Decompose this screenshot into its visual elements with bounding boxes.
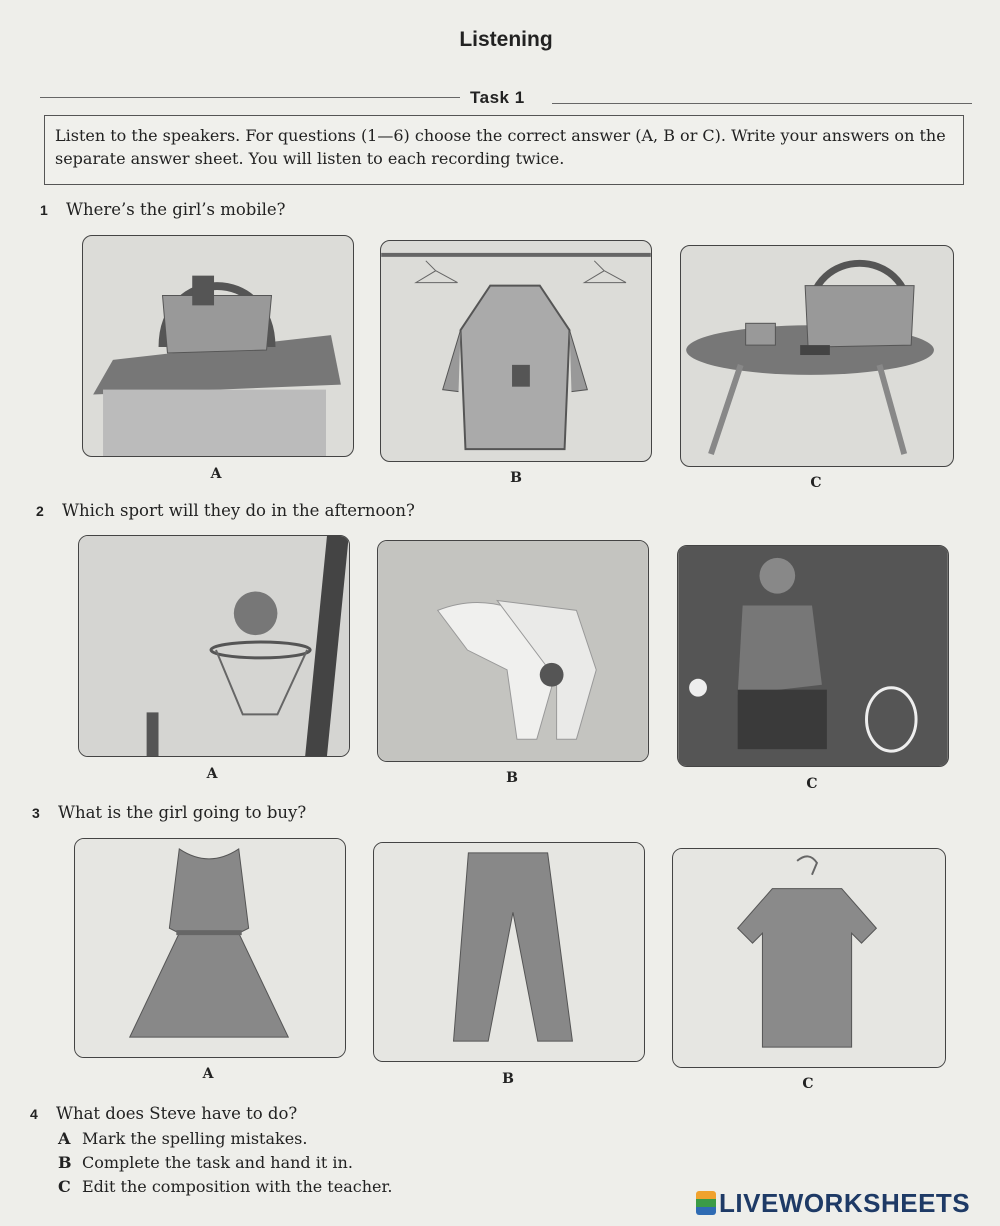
option-letter: A bbox=[58, 1129, 71, 1148]
option-letter: C bbox=[58, 1177, 71, 1196]
option-a[interactable] bbox=[58, 1129, 307, 1148]
option-label: C bbox=[810, 475, 822, 491]
option-label: B bbox=[502, 1071, 514, 1087]
divider-right bbox=[552, 103, 972, 104]
question-2 bbox=[36, 501, 415, 520]
question-3 bbox=[32, 803, 306, 822]
option-label: C bbox=[802, 1076, 814, 1092]
question-1 bbox=[40, 200, 286, 219]
logo-icon bbox=[696, 1191, 716, 1215]
question-text: What does Steve have to do? bbox=[56, 1104, 298, 1123]
question-number: 2 bbox=[36, 503, 44, 519]
option-text: Mark the spelling mistakes. bbox=[82, 1129, 308, 1148]
image-bag-on-desk[interactable] bbox=[82, 235, 354, 457]
image-jeans[interactable] bbox=[373, 842, 645, 1062]
image-bag-on-table[interactable] bbox=[680, 245, 954, 467]
image-tshirt[interactable] bbox=[672, 848, 946, 1068]
task-heading: Task 1 bbox=[470, 88, 525, 107]
question-text: Where’s the girl’s mobile? bbox=[66, 200, 286, 219]
page-title: Listening bbox=[459, 28, 553, 51]
image-coat-on-hanger[interactable] bbox=[380, 240, 652, 462]
option-label: B bbox=[510, 470, 522, 486]
option-label: A bbox=[210, 466, 222, 482]
question-number: 4 bbox=[30, 1106, 38, 1122]
image-dress[interactable] bbox=[74, 838, 346, 1058]
question-number: 1 bbox=[40, 202, 48, 218]
question-text: What is the girl going to buy? bbox=[58, 803, 307, 822]
option-label: A bbox=[202, 1066, 214, 1082]
option-text: Edit the composition with the teacher. bbox=[82, 1177, 393, 1196]
liveworksheets-logo bbox=[696, 1188, 970, 1219]
option-label: B bbox=[506, 770, 518, 786]
option-c[interactable] bbox=[58, 1177, 392, 1196]
option-letter: B bbox=[58, 1153, 72, 1172]
question-number: 3 bbox=[32, 805, 40, 821]
option-label: C bbox=[806, 776, 818, 792]
image-judo[interactable] bbox=[377, 540, 649, 762]
option-label: A bbox=[206, 766, 218, 782]
option-b[interactable] bbox=[58, 1153, 353, 1172]
option-text: Complete the task and hand it in. bbox=[82, 1153, 353, 1172]
image-basketball[interactable] bbox=[78, 535, 350, 757]
question-4 bbox=[30, 1104, 297, 1123]
question-text: Which sport will they do in the afternoon? bbox=[62, 501, 415, 520]
logo-text: LIVEWORKSHEETS bbox=[719, 1188, 971, 1218]
image-tennis[interactable] bbox=[677, 545, 949, 767]
divider-left bbox=[40, 97, 460, 98]
instructions-box: Listen to the speakers. For questions (1—6) choose the correct answer (A, B or C). Write your answers on the separate answer sheet. You will listen to each recording twice. bbox=[44, 115, 964, 185]
